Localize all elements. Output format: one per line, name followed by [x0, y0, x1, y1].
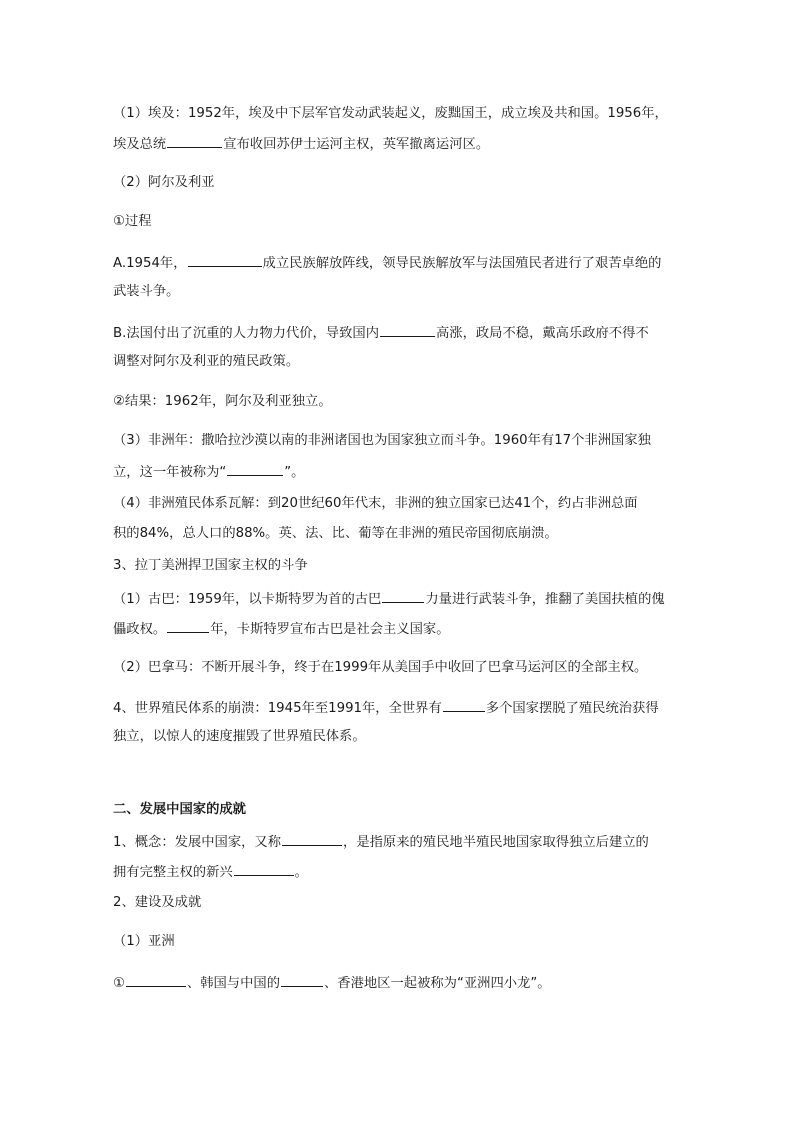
text-line — [113, 283, 688, 301]
text-segment: 、香港地区一起被称为“亚洲四小龙”。 — [324, 976, 551, 991]
text-segment: 拥有完整主权的新兴 — [113, 865, 233, 880]
text-line — [113, 393, 688, 411]
text-line — [113, 619, 688, 639]
fill-blank[interactable] — [380, 323, 435, 337]
text-segment: B.法国付出了沉重的人力物力代价，导致国内 — [113, 326, 379, 341]
text-segment: A.1954年， — [113, 256, 187, 271]
text-segment: （2）巴拿马：不断开展斗争，终于在1999年从美国手中收回了巴拿马运河区的全部主权。 — [113, 660, 648, 675]
text-line — [113, 174, 688, 192]
text-segment: ”。 — [284, 465, 305, 480]
text-line — [113, 933, 688, 951]
text-line — [113, 462, 688, 482]
text-line — [113, 589, 688, 609]
text-segment: （1）古巴：1959年，以卡斯特罗为首的古巴 — [113, 592, 382, 607]
text-segment: 、韩国与中国的 — [186, 976, 280, 991]
text-line — [113, 213, 688, 231]
text-line — [113, 801, 688, 819]
text-segment: 。 — [294, 865, 308, 880]
fill-blank[interactable] — [282, 832, 342, 846]
text-line — [113, 659, 688, 677]
text-line — [113, 353, 688, 371]
text-segment: 高涨，政局不稳，戴高乐政府不得不 — [436, 326, 649, 341]
text-segment: 2、建设及成就 — [113, 895, 202, 910]
text-segment: ，是指原来的殖民地半殖民地国家取得独立后建立的 — [343, 835, 649, 850]
text-segment: 积的84%，总人口的88%。英、法、比、葡等在非洲的殖民帝国彻底崩溃。 — [113, 526, 558, 541]
text-segment: （4）非洲殖民体系瓦解：到20世纪60年代末，非洲的独立国家已达41个，约占非洲总面 — [113, 496, 638, 511]
section-latin-america: 3、拉丁美洲捍卫国家主权的斗争 — [113, 558, 308, 573]
text-segment: 多个国家摆脱了殖民统治获得 — [485, 701, 659, 716]
fill-blank[interactable] — [382, 589, 424, 603]
fill-blank[interactable] — [443, 698, 485, 712]
text-line — [113, 525, 688, 543]
text-segment: 成立民族解放阵线，领导民族解放军与法国殖民者进行了艰苦卓绝的 — [262, 256, 662, 271]
text-segment: 儡政权。 — [113, 622, 167, 637]
text-line — [113, 432, 688, 450]
text-line — [113, 698, 688, 718]
text-egypt: （1）埃及：1952年，埃及中下层军官发动武装起义，废黜国王，成立埃及共和国。1956年， — [113, 106, 668, 121]
fill-blank[interactable] — [281, 973, 323, 987]
text-process: ①过程 — [113, 214, 152, 229]
text-line — [113, 894, 688, 912]
text-segment: ① — [113, 976, 125, 991]
text-segment: 埃及总统 — [113, 137, 167, 152]
text-line — [113, 105, 688, 123]
text-segment: 立，这一年被称为“ — [113, 465, 227, 480]
text-line — [113, 862, 688, 882]
fill-blank[interactable] — [188, 253, 262, 267]
text-line — [113, 323, 688, 343]
text-segment: 年，卡斯特罗宣布古巴是社会主义国家。 — [210, 622, 450, 637]
text-segment: 宣布收回苏伊士运河主权，英军撤离运河区。 — [223, 137, 490, 152]
fill-blank[interactable] — [167, 619, 209, 633]
text-line — [113, 495, 688, 513]
text-segment: 独立，以惊人的速度摧毁了世界殖民体系。 — [113, 729, 366, 744]
text-line — [113, 557, 688, 575]
text-line — [113, 832, 688, 852]
text-line — [113, 253, 688, 273]
section-heading: 二、发展中国家的成就 — [113, 802, 246, 817]
text-line — [113, 728, 688, 746]
text-segment: （1）亚洲 — [113, 934, 175, 949]
text-line — [113, 134, 688, 154]
fill-blank[interactable] — [167, 134, 222, 148]
fill-blank[interactable] — [126, 973, 186, 987]
text-result: ②结果：1962年，阿尔及利亚独立。 — [113, 394, 332, 409]
fill-blank[interactable] — [234, 862, 294, 876]
text-segment: （3）非洲年：撒哈拉沙漠以南的非洲诸国也为国家独立而斗争。1960年有17个非洲国家独 — [113, 433, 651, 448]
text-segment: 1、概念：发展中国家，又称 — [113, 835, 282, 850]
text-algeria-heading: （2）阿尔及利亚 — [113, 175, 215, 190]
text-segment: 调整对阿尔及利亚的殖民政策。 — [113, 354, 300, 369]
text-segment: 力量进行武装斗争，推翻了美国扶植的傀 — [425, 592, 665, 607]
text-segment: 武装斗争。 — [113, 284, 180, 299]
text-line — [113, 973, 688, 993]
fill-blank[interactable] — [227, 462, 283, 476]
text-segment: 4、世界殖民体系的崩溃：1945年至1991年，全世界有 — [113, 701, 442, 716]
